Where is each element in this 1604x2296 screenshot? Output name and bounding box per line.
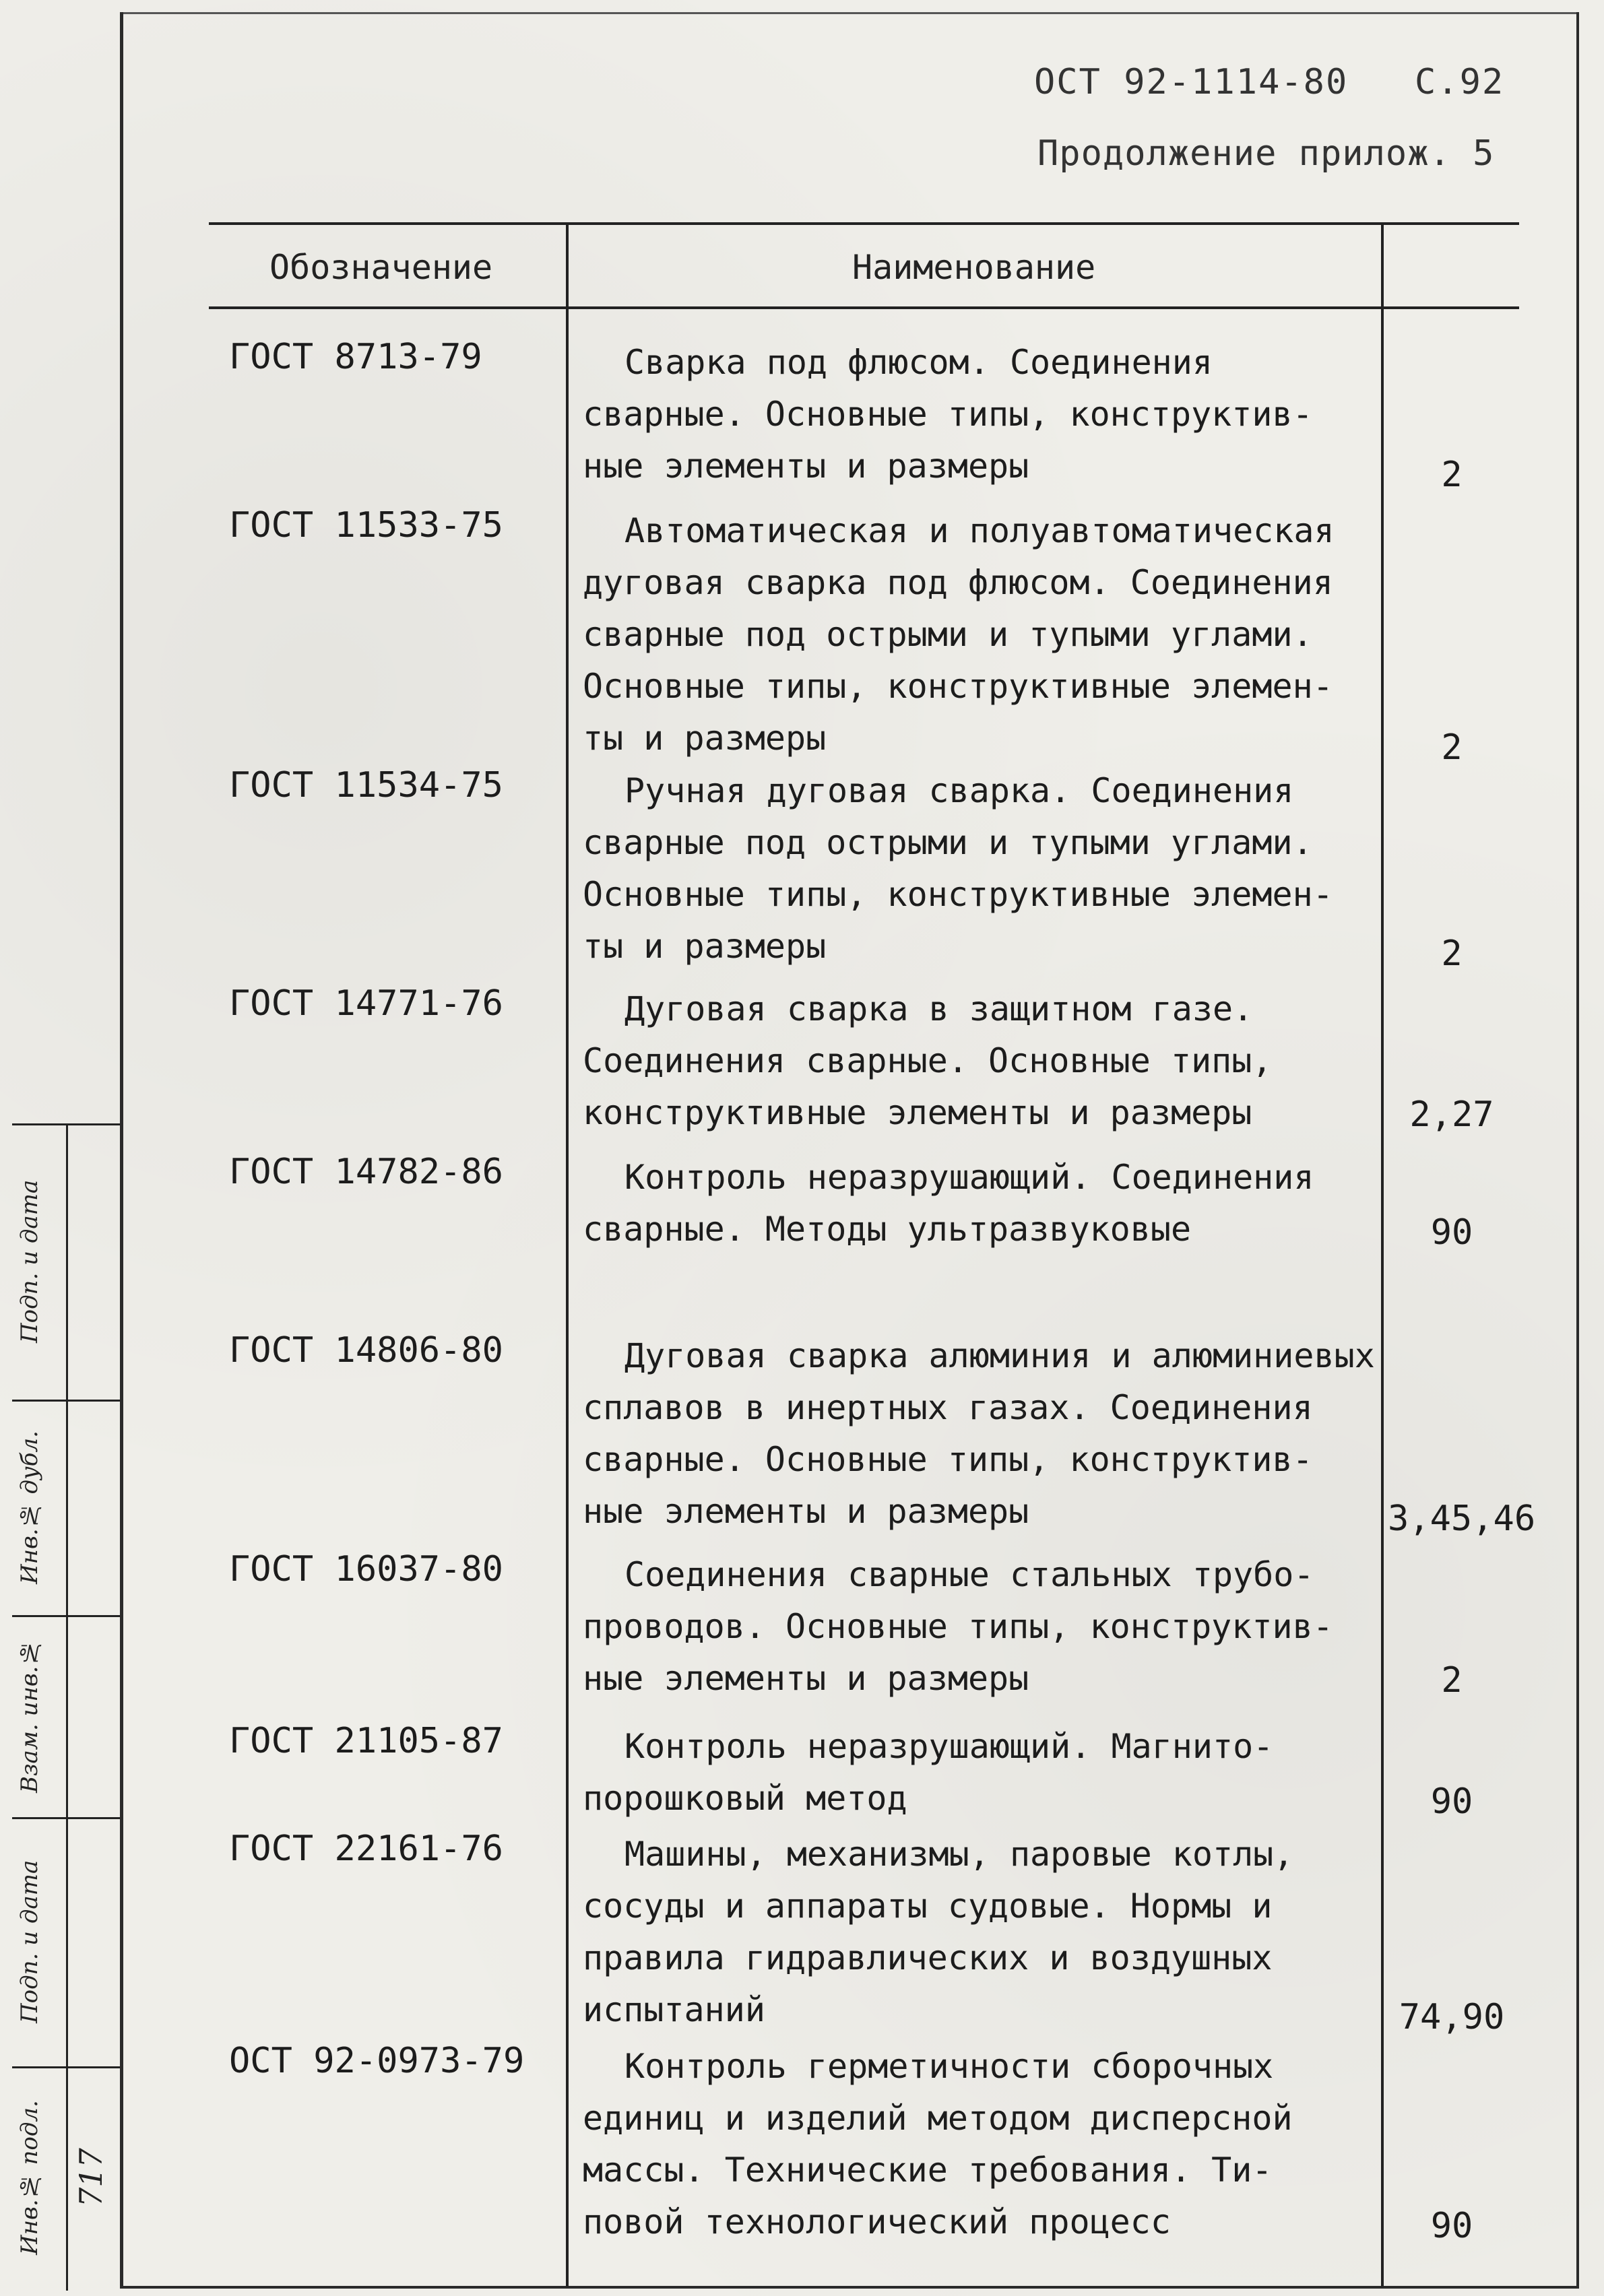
title-line: Машины, механизмы, паровые котлы, [624, 1835, 1294, 1874]
header-code-column: Обозначение [269, 248, 493, 287]
title-line: сварные. Методы ультразвуковые [583, 1210, 1192, 1249]
standard-code: ГОСТ 14782-86 [229, 1152, 503, 1192]
standard-title [583, 765, 1374, 973]
standard-title [583, 505, 1374, 764]
stamp-label: Взам. инв.№ [16, 1639, 43, 1794]
title-line: сварные под острыми и тупыми углами. [583, 615, 1313, 654]
title-line: сварные. Основные типы, конструктив- [583, 395, 1313, 434]
standard-code: ОСТ 92-0973-79 [229, 2041, 525, 2081]
page-reference: 2 [1441, 727, 1463, 768]
title-line: Контроль неразрушающий. Соединения [624, 1158, 1314, 1197]
header-name-column: Наименование [852, 248, 1096, 287]
standard-code: ГОСТ 11534-75 [229, 765, 503, 806]
stamp-signature: 717 [73, 2148, 109, 2207]
title-line: Соединения сварные. Основные типы, [583, 1041, 1273, 1080]
standard-title [583, 1829, 1374, 2036]
title-line: ты и размеры [583, 719, 827, 758]
title-line: порошковый метод [583, 1779, 907, 1818]
title-line: проводов. Основные типы, конструктив- [583, 1607, 1333, 1646]
page-reference: 2 [1441, 933, 1463, 974]
document-code: ОСТ 92-1114-80 [1034, 62, 1349, 102]
title-line: сварные под острыми и тупыми углами. [583, 823, 1313, 862]
frame-right-line [1576, 12, 1579, 2289]
title-line: сосуды и аппараты судовые. Нормы и [583, 1887, 1273, 1926]
standard-code: ГОСТ 21105-87 [229, 1721, 503, 1761]
title-line: правила гидравлических и воздушных [583, 1938, 1273, 1977]
standard-title [583, 1549, 1374, 1705]
standards-table [209, 222, 1536, 2287]
stamp-label: Инв.№ дубл. [16, 1431, 43, 1584]
title-line: сплавов в инертных газах. Соединения [583, 1388, 1313, 1427]
title-line: ные элементы и размеры [583, 447, 1029, 486]
standard-code: ГОСТ 16037-80 [229, 1549, 503, 1589]
page-reference: 90 [1430, 1781, 1473, 1822]
title-line: единиц и изделий методом дисперсной [583, 2099, 1293, 2138]
standard-title [583, 983, 1374, 1139]
stamp-divider [12, 1615, 120, 1617]
standard-title [583, 1721, 1374, 1825]
title-line: испытаний [583, 1990, 765, 2029]
stamp-signature [73, 1130, 117, 1393]
stamp-divider [12, 1400, 120, 1402]
title-line: ные элементы и размеры [583, 1492, 1029, 1531]
stamp-label: Инв.№ подл. [16, 2100, 43, 2255]
column-divider-1 [566, 222, 569, 2287]
title-line: повой технологический процесс [583, 2202, 1171, 2241]
page-reference: 74,90 [1399, 1997, 1505, 2037]
title-line: конструктивные элементы и размеры [583, 1093, 1252, 1132]
column-divider-2 [1381, 222, 1384, 2287]
title-line: ные элементы и размеры [583, 1659, 1029, 1698]
standard-code: ГОСТ 11533-75 [229, 505, 503, 546]
stamp-label: Подп. и дата [16, 1860, 43, 2024]
standard-title [583, 1330, 1374, 1538]
title-line: Сварка под флюсом. Соединения [624, 343, 1213, 382]
stamp-signature [73, 1622, 117, 1810]
table-header-line [209, 306, 1519, 309]
standard-title [583, 2041, 1374, 2248]
page-number: С.92 [1415, 62, 1505, 102]
title-line: массы. Технические требования. Ти- [583, 2151, 1273, 2190]
margin-stamp [12, 1123, 120, 2289]
stamp-signature [73, 1406, 117, 1608]
title-line: Дуговая сварка в защитном газе. [624, 989, 1254, 1028]
page-reference: 3,45,46 [1388, 1499, 1536, 1539]
title-line: ты и размеры [583, 927, 827, 966]
title-line: Автоматическая и полуавтоматическая [624, 511, 1335, 550]
standard-code: ГОСТ 8713-79 [229, 337, 482, 377]
continuation-note: Продолжение прилож. 5 [1037, 133, 1495, 174]
title-line: Контроль герметичности сборочных [624, 2047, 1274, 2086]
stamp-divider [12, 2066, 120, 2068]
page-reference: 2 [1441, 1660, 1463, 1701]
standard-title [583, 1152, 1374, 1255]
title-line: Дуговая сварка алюминия и алюминиевых [624, 1336, 1375, 1375]
title-line: Соединения сварные стальных трубо- [624, 1555, 1314, 1594]
page-reference: 90 [1430, 2206, 1473, 2246]
frame-left-line [120, 12, 123, 2289]
stamp-label: Подп. и дата [16, 1179, 43, 1344]
standard-code: ГОСТ 14806-80 [229, 1330, 503, 1371]
standard-code: ГОСТ 14771-76 [229, 983, 503, 1024]
page-reference: 90 [1430, 1212, 1473, 1253]
stamp-signature [73, 1824, 117, 2060]
title-line: Основные типы, конструктивные элемен- [583, 667, 1333, 706]
title-line: Основные типы, конструктивные элемен- [583, 875, 1333, 914]
title-line: Контроль неразрушающий. Магнито- [624, 1727, 1274, 1766]
frame-top-line [120, 12, 1579, 14]
table-top-line [209, 222, 1519, 225]
stamp-divider [12, 1817, 120, 1819]
standard-title [583, 337, 1374, 492]
page-reference: 2 [1441, 455, 1463, 495]
page-reference: 2,27 [1409, 1094, 1494, 1135]
standard-code: ГОСТ 22161-76 [229, 1829, 503, 1869]
title-line: дуговая сварка под флюсом. Соединения [583, 563, 1333, 602]
title-line: сварные. Основные типы, конструктив- [583, 1440, 1313, 1479]
title-line: Ручная дуговая сварка. Соединения [624, 771, 1294, 810]
